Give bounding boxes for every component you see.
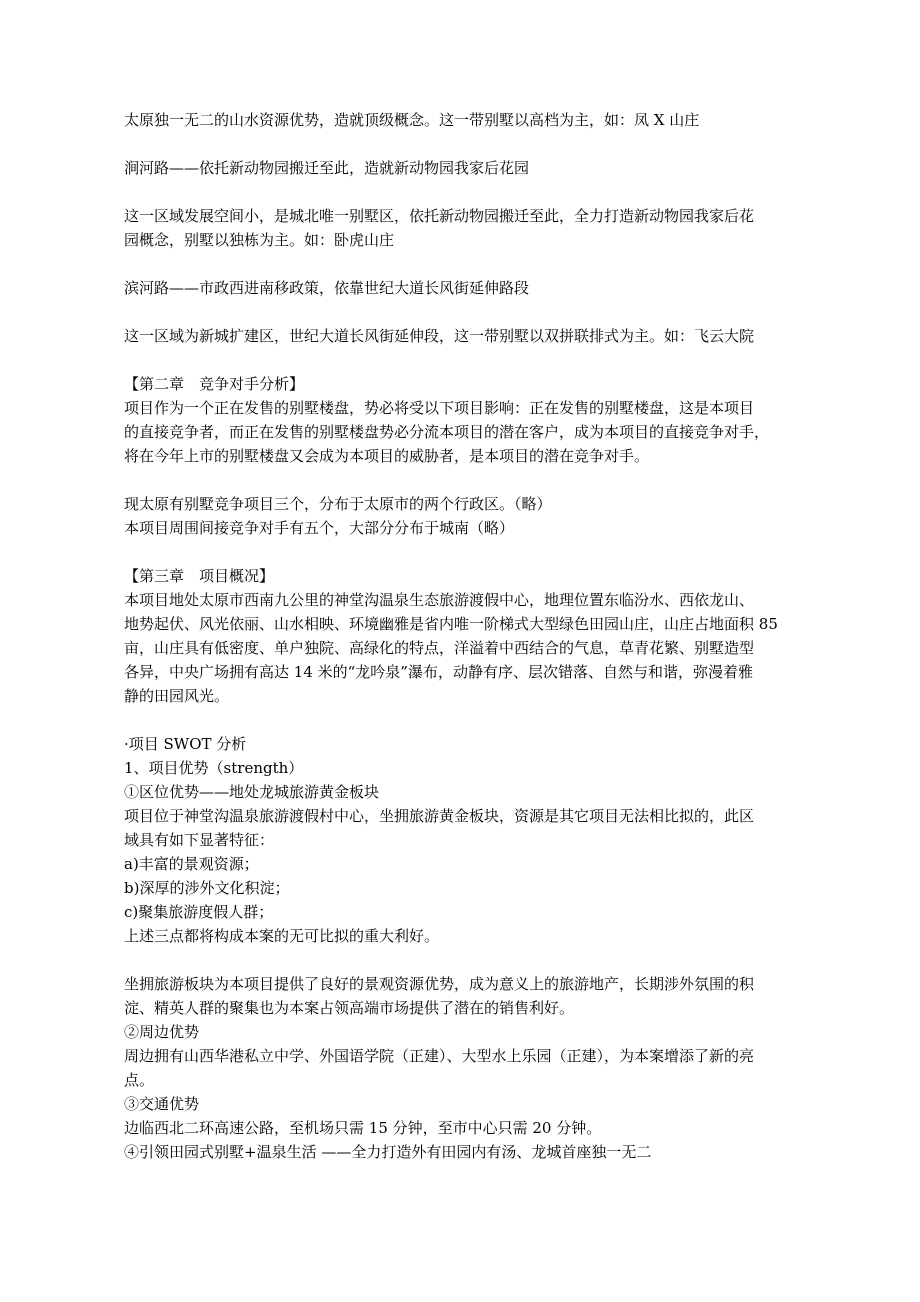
text-line: 这一区域发展空间小，是城北唯一别墅区，依托新动物园搬迁至此，全力打造新动物园我家后花: [124, 207, 755, 225]
text-line: 【第二章 竞争对手分析】: [124, 375, 305, 393]
paragraph-spacer: [124, 180, 824, 204]
text-line: 将在今年上市的别墅楼盘又会成为本项目的威胁者，是本项目的潜在竞争对手。: [124, 447, 650, 465]
text-line: 边临西北二环高速公路，至机场只需 15 分钟，至市中心只需 20 分钟。: [124, 1119, 602, 1137]
text-line: 现太原有别墅竞争项目三个，分布于太原市的两个行政区。（略）: [124, 495, 552, 513]
text-line: 地势起伏、风光依丽、山水相映、环境幽雅是省内唯一阶梯式大型绿色田园山庄，山庄占地面积 85: [124, 615, 778, 633]
text-line: b)深厚的涉外文化积淀；: [124, 879, 290, 897]
text-line: 园概念，别墅以独栋为主。如：卧虎山庄: [124, 231, 395, 249]
paragraph-spacer: [124, 252, 824, 276]
text-line: 域具有如下显著特征：: [124, 831, 275, 849]
text-line: 本项目地处太原市西南九公里的神堂沟温泉生态旅游渡假中心，地理位置东临汾水、西依龙山、: [124, 591, 755, 609]
paragraph-spacer: [124, 348, 824, 372]
text-line: 本项目周围间接竞争对手有五个，大部分分布于城南（略）: [124, 519, 515, 537]
paragraph-spacer: [124, 300, 824, 324]
text-line: 滨河路——市政西进南移政策，依靠世纪大道长风街延伸路段: [124, 279, 530, 297]
text-line: 各异，中央广场拥有高达 14 米的“龙吟泉”瀑布，动静有序、层次错落、自然与和谐，弥漫着雅: [124, 663, 753, 681]
text-line: ③交通优势: [124, 1095, 200, 1113]
text-line: c)聚集旅游度假人群；: [124, 903, 274, 921]
text-line: 淀、精英人群的聚集也为本案占领高端市场提供了潜在的销售利好。: [124, 999, 575, 1017]
paragraph-spacer: [124, 948, 824, 972]
text-line: ④引领田园式别墅+温泉生活 ——全力打造外有田园内有汤、龙城首座独一无二: [124, 1143, 652, 1161]
paragraph-spacer: [124, 132, 824, 156]
text-line: 上述三点都将构成本案的无可比拟的重大利好。: [124, 927, 440, 945]
text-line: 静的田园风光。: [124, 687, 230, 705]
paragraph-spacer: [124, 708, 824, 732]
text-line: 的直接竞争者，而正在发售的别墅楼盘势必分流本项目的潜在客户，成为本项目的直接竞争对手，: [124, 423, 770, 441]
text-line: a)丰富的景观资源；: [124, 855, 259, 873]
text-line: ②周边优势: [124, 1023, 200, 1041]
text-line: 坐拥旅游板块为本项目提供了良好的景观资源优势，成为意义上的旅游地产，长期涉外氛围的积: [124, 975, 755, 993]
paragraph-spacer: [124, 468, 824, 492]
text-line: ·项目 SWOT 分析: [124, 735, 247, 753]
text-line: 1、项目优势（strength）: [124, 759, 304, 777]
text-line: ①区位优势——地处龙城旅游黄金板块: [124, 783, 380, 801]
text-line: 周边拥有山西华港私立中学、外国语学院（正建）、大型水上乐园（正建），为本案增添了新的亮: [124, 1047, 755, 1065]
text-line: 项目作为一个正在发售的别墅楼盘，势必将受以下项目影响：正在发售的别墅楼盘，这是本项目: [124, 399, 755, 417]
text-line: 【第三章 项目概况】: [124, 567, 275, 585]
text-line: 亩，山庄具有低密度、单户独院、高绿化的特点，洋溢着中西结合的气息，草青花繁、别墅造型: [124, 639, 755, 657]
text-line: 太原独一无二的山水资源优势，造就顶级概念。这一带别墅以高档为主，如：凤 X 山庄: [124, 111, 700, 129]
text-line: 涧河路——依托新动物园搬迁至此，造就新动物园我家后花园: [124, 159, 530, 177]
document-body: [124, 108, 824, 1164]
paragraph-spacer: [124, 540, 824, 564]
text-line: 项目位于神堂沟温泉旅游渡假村中心，坐拥旅游黄金板块，资源是其它项目无法相比拟的，此区: [124, 807, 755, 825]
text-line: 点。: [124, 1071, 155, 1089]
text-line: 这一区域为新城扩建区，世纪大道长风街延伸段，这一带别墅以双拼联排式为主。如：飞云大院: [124, 327, 755, 345]
